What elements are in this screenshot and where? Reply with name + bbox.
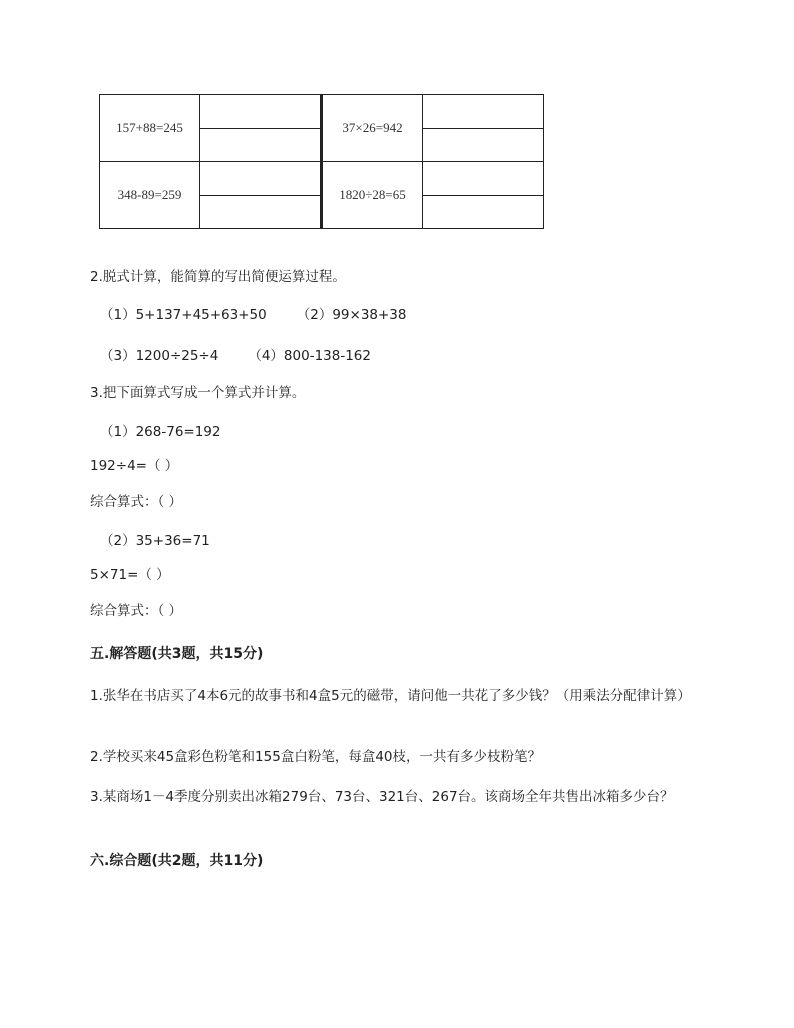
question-2-item: （3）1200÷25÷4: [100, 348, 219, 364]
question-2-row-2: [100, 344, 371, 364]
question-3-part-2-step: 5×71=（ ）: [90, 567, 170, 583]
table-expression: 157+88=245: [100, 95, 200, 162]
problem-3: 3.某商场1－4季度分别卖出冰箱279台、73台、321台、267台。该商场全年共售出冰箱多少台？: [90, 789, 674, 805]
question-3-part-1-combined: 综合算式：（ ）: [90, 494, 183, 510]
question-3-part-2-label: （2）35+36=71: [100, 533, 210, 549]
question-2-item: （1）5+137+45+63+50: [100, 307, 267, 323]
table-expression: 1820÷28=65: [322, 162, 423, 229]
question-2-item: （2）99×38+38: [296, 307, 407, 323]
table-expression: 348-89=259: [100, 162, 200, 229]
problem-1: 1.张华在书店买了4本6元的故事书和4盒5元的磁带，请问他一共花了多少钱？（用乘法分配律计算）: [90, 688, 691, 704]
answer-cell[interactable]: [423, 162, 544, 229]
table-row: [100, 162, 544, 229]
problem-2: 2.学校买来45盒彩色粉笔和155盒白粉笔，每盒40枝，一共有多少枝粉笔？: [90, 749, 542, 765]
answer-cell[interactable]: [423, 95, 544, 162]
question-2-title: 2.脱式计算，能简算的写出简便运算过程。: [90, 269, 346, 285]
question-3-part-1-step: 192÷4=（ ）: [90, 458, 179, 474]
table-expression: 37×26=942: [322, 95, 423, 162]
question-2-item: （4）800-138-162: [248, 348, 371, 364]
question-3-part-2-combined: 综合算式：（ ）: [90, 603, 183, 619]
answer-cell[interactable]: [200, 95, 322, 162]
question-3-part-1-label: （1）268-76=192: [100, 424, 221, 440]
section-6-heading: 六.综合题(共2题，共11分): [90, 853, 264, 869]
question-3-title: 3.把下面算式写成一个算式并计算。: [90, 385, 306, 401]
section-5-heading: 五.解答题(共3题，共15分): [90, 646, 264, 662]
answer-cell[interactable]: [200, 162, 322, 229]
check-calculation-table: [99, 94, 544, 229]
question-2-row-1: [100, 303, 406, 323]
table-row: [100, 95, 544, 162]
